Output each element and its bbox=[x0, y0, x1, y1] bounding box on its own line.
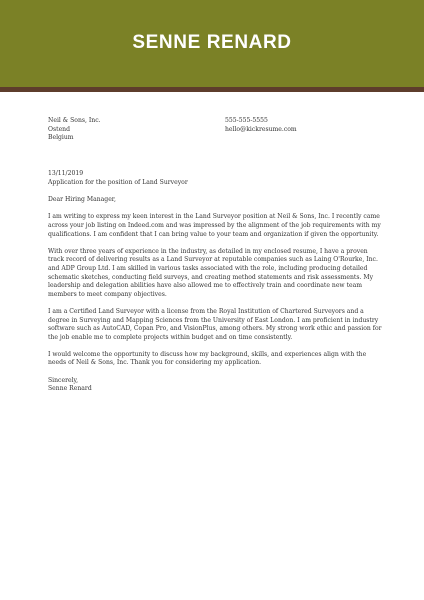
letter-salutation: Dear Hiring Manager, bbox=[48, 196, 116, 204]
sender-contact bbox=[225, 117, 297, 134]
letter-closing: Sincerely, bbox=[48, 376, 79, 384]
contact-row bbox=[48, 117, 384, 145]
recipient-country: Belgium bbox=[48, 134, 74, 142]
recipient-address bbox=[48, 117, 101, 143]
letter-date: 13/11/2019 bbox=[48, 170, 84, 177]
header-band bbox=[0, 0, 424, 87]
recipient-company: Neil & Sons, Inc. bbox=[48, 117, 101, 124]
letter-paragraph: With over three years of experience in the industry, as detailed in my enclosed resume, I have a proven track record of delivering results as a Land Surveyor at reputable companies such as Laing O'Rourke, Inc. and ADP Group Ltd. I am skilled in various tasks associated with the role, including producing detailed schematic sketches, conducting field surveys, and creating method statements and risk assessments. My leadership and delegation abilities have also allowed me to effectively train and coordinate new team members to meet company objectives. bbox=[48, 247, 378, 298]
recipient-city: Ostend bbox=[48, 125, 71, 133]
letter-paragraph: I am writing to express my keen interest in the Land Surveyor position at Neil & Sons, Inc. I recently came across your job listing on Indeed.com and was impressed by the alignment of the job requirements with my qualifications. I am confident that I can bring value to your team and organization if given the opportunity. bbox=[48, 213, 381, 238]
letter-paragraph: I am a Certified Land Surveyor with a license from the Royal Institution of Chartered Surveyors and a degree in Surveying and Mapping Sciences from the University of East London. I am proficient in industry software such as AutoCAD, Copan Pro, and VisionPlus, among others. My strong work ethic and passion for the job enable me to complete projects within budget and on time consistently. bbox=[48, 307, 382, 341]
letter-paragraph: I would welcome the opportunity to discuss how my background, skills, and experiences align with the needs of Neil & Sons, Inc. Thank you for considering my application. bbox=[48, 350, 367, 367]
sender-email: hello@kickresume.com bbox=[225, 125, 297, 133]
header-accent-stripe bbox=[0, 87, 424, 92]
letter-body bbox=[48, 117, 384, 394]
sender-phone: 555-555-5555 bbox=[225, 117, 268, 124]
letter-signature: Senne Renard bbox=[48, 385, 92, 393]
applicant-name: SENNE RENARD bbox=[132, 31, 292, 53]
letter-subject: Application for the position of Land Surveyor bbox=[48, 178, 188, 186]
